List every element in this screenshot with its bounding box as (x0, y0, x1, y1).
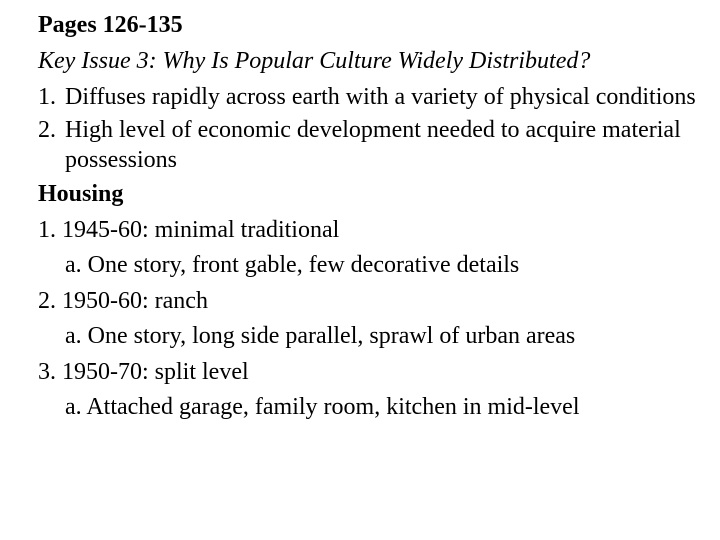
sub-item: a. One story, front gable, few decorative details (65, 252, 520, 278)
list-item (38, 115, 698, 175)
list-item-number: 2. (38, 287, 56, 314)
list-item-text: High level of economic development needed to acquire material possessions (65, 117, 681, 173)
housing-item (38, 284, 698, 355)
housing-item (38, 355, 698, 426)
slide-content (38, 8, 698, 426)
list-item-number: 2. (38, 117, 56, 143)
sub-item: a. Attached garage, family room, kitchen in mid-level (65, 394, 580, 420)
list-item-number: 1. (38, 216, 56, 243)
pages-heading: Pages 126-135 (38, 12, 183, 38)
list-item-number: 1. (38, 84, 56, 110)
list-item-text: Diffuses rapidly across earth with a variety of physical conditions (65, 84, 696, 110)
housing-item (38, 213, 698, 284)
list-item-text: 1950-60: ranch (62, 287, 208, 314)
list-item (38, 82, 698, 112)
list-item-number: 3. (38, 358, 56, 385)
sub-item: a. One story, long side parallel, sprawl of urban areas (65, 323, 576, 349)
key-issue-heading: Key Issue 3: Why Is Popular Culture Widely Distributed? (38, 47, 591, 74)
list-item-text: 1950-70: split level (62, 358, 249, 385)
housing-heading: Housing (38, 181, 124, 207)
list-item-text: 1945-60: minimal traditional (62, 216, 340, 243)
